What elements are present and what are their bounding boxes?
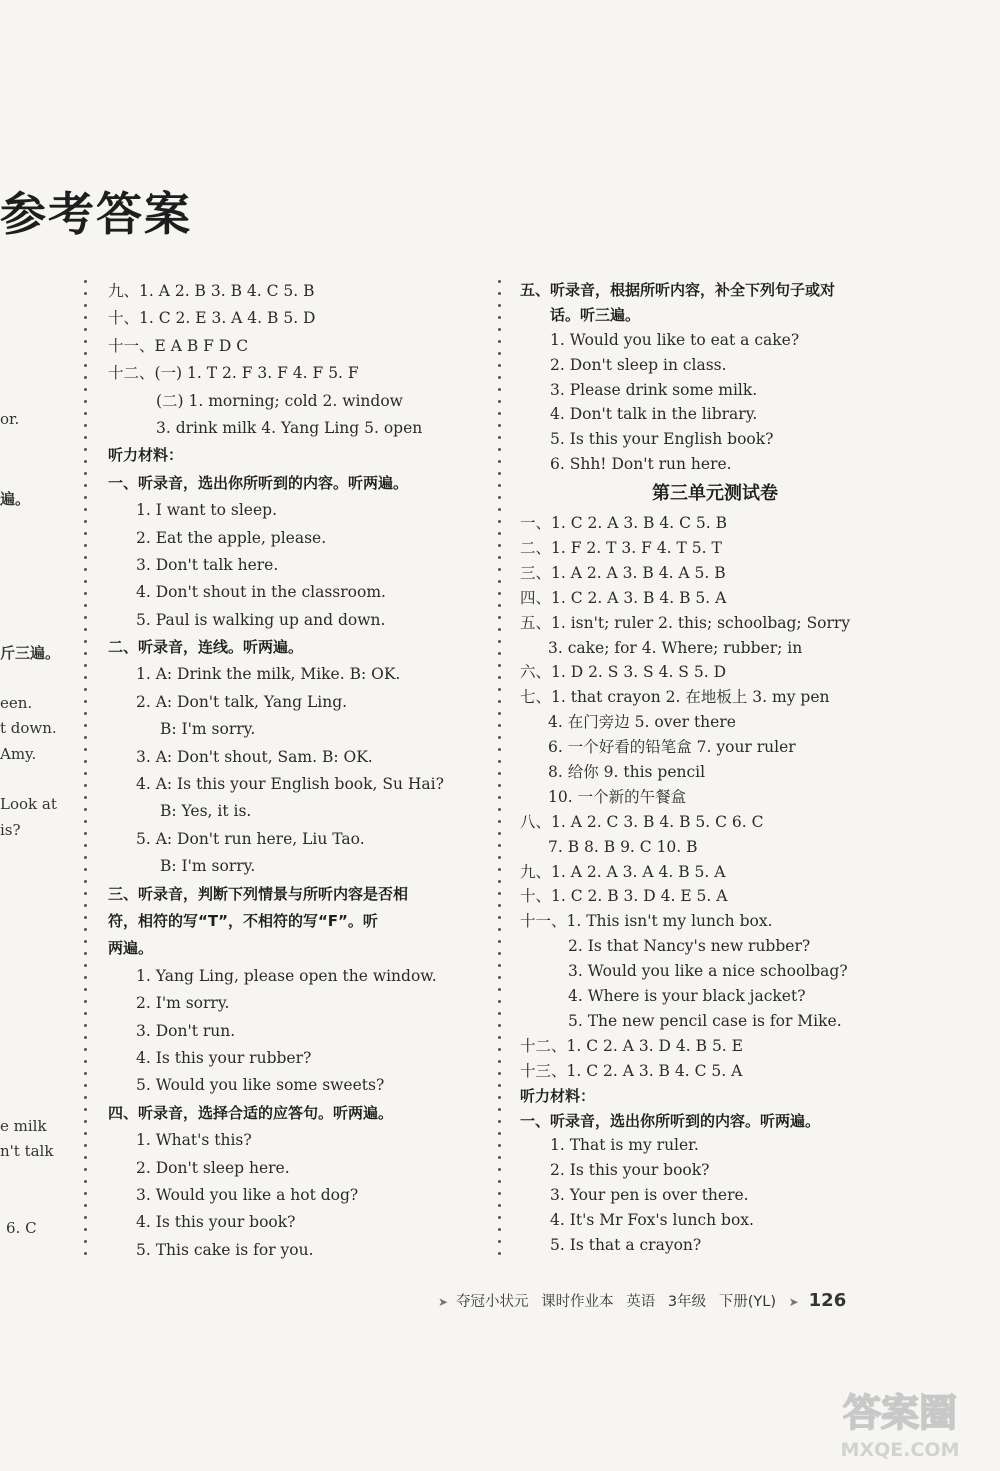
divider-dot — [84, 820, 87, 823]
divider-dot — [498, 1252, 501, 1255]
divider-dot — [84, 700, 87, 703]
arrow-icon: ➤ — [438, 1295, 449, 1309]
question-heading: 四、听录音，选择合适的应答句。听两遍。 — [108, 1103, 394, 1122]
divider-dot — [84, 1156, 87, 1159]
answer-line: 六、1. D 2. S 3. S 4. S 5. D — [520, 663, 726, 682]
divider-dot — [84, 484, 87, 487]
answer-line: 十二、(一) 1. T 2. F 3. F 4. F 5. F — [108, 364, 359, 383]
footer-volume: 下册(YL) — [718, 1294, 776, 1310]
divider-dot — [498, 448, 501, 451]
divider-dot — [498, 1204, 501, 1207]
divider-dot — [498, 820, 501, 823]
question-heading: 五、听录音，根据所听内容，补全下列句子或对 — [520, 281, 836, 299]
question-heading: 二、听录音，连线。听两遍。 — [108, 638, 304, 657]
divider-dot — [84, 1048, 87, 1051]
divider-dot — [84, 916, 87, 919]
divider-dot — [84, 940, 87, 943]
divider-dot — [498, 568, 501, 571]
divider-dot — [84, 340, 87, 343]
divider-dot — [498, 664, 501, 667]
answer-line: 3. drink milk 4. Yang Ling 5. open — [156, 418, 423, 437]
divider-dot — [84, 1036, 87, 1039]
divider-dot — [498, 724, 501, 727]
divider-dot — [498, 292, 501, 295]
column-divider-right — [498, 280, 501, 1264]
divider-dot — [84, 364, 87, 367]
divider-dot — [84, 796, 87, 799]
divider-dot — [498, 736, 501, 739]
fragment: or. — [0, 410, 20, 428]
divider-dot — [498, 340, 501, 343]
divider-dot — [498, 844, 501, 847]
divider-dot — [498, 784, 501, 787]
answer-line: 4. 在门旁边 5. over there — [548, 713, 736, 732]
divider-dot — [84, 1192, 87, 1195]
script-line: 1. Would you like to eat a cake? — [550, 330, 800, 349]
divider-dot — [84, 1144, 87, 1147]
script-line: 5. Is this your English book? — [550, 430, 774, 449]
divider-dot — [498, 412, 501, 415]
script-line: 4. Is this your rubber? — [136, 1048, 312, 1067]
divider-dot — [498, 796, 501, 799]
divider-dot — [84, 436, 87, 439]
fragment: 斤三遍。 — [0, 644, 61, 662]
divider-dot — [498, 1240, 501, 1243]
divider-dot — [84, 1108, 87, 1111]
divider-dot — [84, 388, 87, 391]
divider-dot — [498, 604, 501, 607]
script-line: 3. Don't run. — [136, 1021, 236, 1040]
divider-dot — [84, 904, 87, 907]
answer-line: 2. Is that Nancy's new rubber? — [568, 937, 811, 956]
fragment: t down. — [0, 719, 57, 737]
answer-line: 3. Would you like a nice schoolbag? — [568, 962, 848, 981]
divider-dot — [84, 628, 87, 631]
fragment: n't talk — [0, 1142, 54, 1160]
script-line: 4. It's Mr Fox's lunch box. — [550, 1211, 754, 1230]
fragment: 6. C — [6, 1219, 37, 1237]
divider-dot — [498, 496, 501, 499]
divider-dot — [498, 928, 501, 931]
divider-dot — [84, 868, 87, 871]
page-title: 参考答案 — [0, 187, 192, 241]
answer-line: 三、1. A 2. A 3. B 4. A 5. B — [520, 563, 726, 582]
divider-dot — [84, 988, 87, 991]
divider-dot — [498, 880, 501, 883]
divider-dot — [498, 376, 501, 379]
divider-dot — [84, 616, 87, 619]
divider-dot — [498, 316, 501, 319]
divider-dot — [498, 556, 501, 559]
divider-dot — [84, 1216, 87, 1219]
divider-dot — [498, 1228, 501, 1231]
answer-line: 十一、1. This isn't my lunch box. — [520, 912, 773, 931]
divider-dot — [498, 472, 501, 475]
answer-column-2 — [520, 278, 910, 1258]
script-line: 4. Is this your book? — [136, 1213, 296, 1232]
divider-dot — [498, 1132, 501, 1135]
answer-line: 二、1. F 2. T 3. F 4. T 5. T — [520, 539, 722, 558]
divider-dot — [498, 592, 501, 595]
answer-line: 10. 一个新的午餐盒 — [548, 787, 687, 806]
divider-dot — [498, 544, 501, 547]
divider-dot — [84, 400, 87, 403]
answer-line: 6. 一个好看的铅笔盒 7. your ruler — [548, 738, 796, 757]
script-line: 1. Yang Ling, please open the window. — [136, 966, 437, 985]
divider-dot — [498, 1072, 501, 1075]
divider-dot — [498, 772, 501, 775]
divider-dot — [84, 280, 87, 283]
listening-material-heading: 听力材料： — [108, 446, 184, 465]
divider-dot — [498, 520, 501, 523]
divider-dot — [84, 976, 87, 979]
divider-dot — [84, 784, 87, 787]
divider-dot — [498, 436, 501, 439]
divider-dot — [84, 712, 87, 715]
divider-dot — [498, 352, 501, 355]
divider-dot — [498, 1144, 501, 1147]
divider-dot — [84, 928, 87, 931]
divider-dot — [498, 616, 501, 619]
divider-dot — [84, 724, 87, 727]
script-line: 5. A: Don't run here, Liu Tao. — [136, 829, 365, 848]
question-heading: 两遍。 — [108, 939, 154, 958]
answer-line: 十三、1. C 2. A 3. B 4. C 5. A — [520, 1061, 743, 1080]
divider-dot — [84, 580, 87, 583]
divider-dot — [498, 988, 501, 991]
fragment: Look at — [0, 795, 57, 813]
script-line: 4. Don't shout in the classroom. — [136, 583, 386, 602]
divider-dot — [84, 832, 87, 835]
divider-dot — [498, 532, 501, 535]
answer-line: 七、1. that crayon 2. 在地板上 3. my pen — [520, 688, 830, 707]
answer-line: 十、1. C 2. E 3. A 4. B 5. D — [108, 309, 316, 328]
divider-dot — [84, 460, 87, 463]
fragment: Amy. — [0, 745, 37, 763]
fragment: is? — [0, 821, 21, 839]
divider-dot — [84, 568, 87, 571]
answer-line: 8. 给你 9. this pencil — [548, 763, 706, 782]
fragment: e milk — [0, 1117, 47, 1135]
divider-dot — [84, 304, 87, 307]
divider-dot — [498, 700, 501, 703]
watermark-text: 答案圈 — [842, 1391, 958, 1435]
divider-dot — [84, 1228, 87, 1231]
divider-dot — [498, 1048, 501, 1051]
question-heading: 话。听三遍。 — [550, 305, 641, 324]
divider-dot — [84, 1096, 87, 1099]
answer-line: (二) 1. morning; cold 2. window — [156, 391, 403, 410]
divider-dot — [84, 880, 87, 883]
watermark-logo — [820, 1382, 980, 1462]
divider-dot — [84, 1204, 87, 1207]
script-line: B: I'm sorry. — [160, 720, 256, 739]
divider-dot — [84, 1012, 87, 1015]
divider-dot — [84, 316, 87, 319]
divider-dot — [498, 832, 501, 835]
divider-dot — [498, 856, 501, 859]
divider-dot — [84, 676, 87, 679]
arrow-icon: ➤ — [788, 1295, 799, 1309]
divider-dot — [498, 1096, 501, 1099]
script-line: 3. Would you like a hot dog? — [136, 1185, 359, 1204]
footer-grade: 3年级 — [667, 1294, 707, 1310]
divider-dot — [498, 364, 501, 367]
divider-dot — [84, 556, 87, 559]
divider-dot — [84, 1120, 87, 1123]
divider-dot — [84, 1252, 87, 1255]
divider-dot — [498, 388, 501, 391]
footer-book: 课时作业本 — [541, 1294, 614, 1310]
divider-dot — [84, 748, 87, 751]
divider-dot — [498, 1168, 501, 1171]
fragment: een. — [0, 694, 33, 712]
divider-dot — [84, 1000, 87, 1003]
script-line: B: Yes, it is. — [160, 802, 252, 821]
divider-dot — [498, 940, 501, 943]
script-line: 3. Don't talk here. — [136, 555, 279, 574]
divider-dot — [498, 904, 501, 907]
divider-dot — [84, 1072, 87, 1075]
divider-dot — [84, 964, 87, 967]
answer-line: 一、1. C 2. A 3. B 4. C 5. B — [520, 514, 727, 533]
script-line: 2. Is this your book? — [550, 1161, 710, 1180]
answer-line: 九、1. A 2. A 3. A 4. B 5. A — [520, 862, 726, 881]
script-line: 3. A: Don't shout, Sam. B: OK. — [136, 747, 373, 766]
script-line: B: I'm sorry. — [160, 857, 256, 876]
divider-dot — [498, 1108, 501, 1111]
answer-line: 五、1. isn't; ruler 2. this; schoolbag; Sorry — [520, 613, 851, 632]
divider-dot — [84, 448, 87, 451]
script-line: 5. Paul is walking up and down. — [136, 610, 386, 629]
divider-dot — [498, 1156, 501, 1159]
answer-line: 十、1. C 2. B 3. D 4. E 5. A — [520, 887, 728, 906]
script-line: 5. Would you like some sweets? — [136, 1076, 385, 1095]
divider-dot — [498, 676, 501, 679]
divider-dot — [498, 916, 501, 919]
divider-dot — [498, 628, 501, 631]
divider-dot — [498, 964, 501, 967]
answer-line: 四、1. C 2. A 3. B 4. B 5. A — [520, 588, 727, 607]
divider-dot — [84, 772, 87, 775]
divider-dot — [498, 868, 501, 871]
question-heading: 一、听录音，选出你所听到的内容。听两遍。 — [520, 1111, 821, 1130]
divider-dot — [84, 508, 87, 511]
script-line: 2. Eat the apple, please. — [136, 528, 327, 547]
script-line: 6. Shh! Don't run here. — [550, 455, 732, 474]
divider-dot — [498, 484, 501, 487]
divider-dot — [498, 1024, 501, 1027]
footer-brand: 夺冠小状元 — [456, 1294, 529, 1310]
divider-dot — [498, 280, 501, 283]
divider-dot — [84, 1084, 87, 1087]
divider-dot — [84, 856, 87, 859]
script-line: 4. A: Is this your English book, Su Hai? — [136, 775, 444, 794]
script-line: 1. That is my ruler. — [550, 1136, 699, 1155]
divider-dot — [84, 544, 87, 547]
answer-line: 4. Where is your black jacket? — [568, 987, 806, 1006]
divider-dot — [84, 1024, 87, 1027]
divider-dot — [498, 460, 501, 463]
divider-dot — [84, 760, 87, 763]
divider-dot — [498, 1084, 501, 1087]
divider-dot — [84, 808, 87, 811]
answer-line: 十二、1. C 2. A 3. D 4. B 5. E — [520, 1036, 743, 1055]
divider-dot — [84, 292, 87, 295]
divider-dot — [84, 664, 87, 667]
divider-dot — [498, 1192, 501, 1195]
script-line: 3. Please drink some milk. — [550, 380, 758, 399]
divider-dot — [498, 976, 501, 979]
divider-dot — [498, 328, 501, 331]
script-line: 3. Your pen is over there. — [550, 1186, 749, 1205]
divider-dot — [84, 736, 87, 739]
divider-dot — [84, 532, 87, 535]
divider-dot — [498, 640, 501, 643]
page-number: 126 — [808, 1290, 847, 1311]
divider-dot — [498, 1120, 501, 1123]
divider-dot — [84, 352, 87, 355]
footer-subject: 英语 — [626, 1294, 656, 1310]
divider-dot — [84, 472, 87, 475]
divider-dot — [84, 592, 87, 595]
answer-line: 十一、E A B F D C — [108, 336, 249, 355]
divider-dot — [498, 400, 501, 403]
script-line: 4. Don't talk in the library. — [550, 405, 758, 424]
watermark-url: MXQE.COM — [840, 1439, 960, 1461]
page-footer — [438, 1290, 854, 1311]
divider-dot — [498, 712, 501, 715]
divider-dot — [84, 1132, 87, 1135]
divider-dot — [498, 304, 501, 307]
divider-dot — [84, 412, 87, 415]
divider-dot — [498, 952, 501, 955]
divider-dot — [84, 1060, 87, 1063]
divider-dot — [498, 1180, 501, 1183]
script-line: 5. Is that a crayon? — [550, 1235, 702, 1254]
divider-dot — [498, 748, 501, 751]
divider-dot — [498, 1036, 501, 1039]
divider-dot — [84, 1240, 87, 1243]
divider-dot — [84, 328, 87, 331]
divider-dot — [84, 640, 87, 643]
divider-dot — [498, 892, 501, 895]
script-line: 1. I want to sleep. — [136, 501, 278, 520]
answer-line: 5. The new pencil case is for Mike. — [568, 1011, 842, 1030]
script-line: 2. Don't sleep in class. — [550, 355, 727, 374]
script-line: 2. I'm sorry. — [136, 994, 230, 1013]
divider-dot — [498, 508, 501, 511]
question-heading: 一、听录音，选出你所听到的内容。听两遍。 — [108, 473, 409, 492]
divider-dot — [84, 1180, 87, 1183]
script-line: 1. A: Drink the milk, Mike. B: OK. — [136, 665, 401, 684]
question-heading: 三、听录音，判断下列情景与所听内容是否相 — [108, 884, 409, 903]
divider-dot — [84, 424, 87, 427]
column-divider-left — [84, 280, 87, 1264]
divider-dot — [498, 652, 501, 655]
divider-dot — [498, 1000, 501, 1003]
divider-dot — [498, 580, 501, 583]
divider-dot — [498, 424, 501, 427]
answer-column-1 — [108, 278, 488, 1264]
divider-dot — [84, 688, 87, 691]
script-line: 1. What's this? — [136, 1131, 252, 1150]
question-heading: 符，相符的写“T”，不相符的写“F”。听 — [108, 911, 378, 930]
listening-material-heading: 听力材料： — [520, 1086, 596, 1105]
divider-dot — [84, 604, 87, 607]
divider-dot — [84, 1168, 87, 1171]
divider-dot — [498, 1060, 501, 1063]
divider-dot — [498, 1012, 501, 1015]
section-title: 第三单元测试卷 — [652, 483, 778, 505]
answer-line: 八、1. A 2. C 3. B 4. B 5. C 6. C — [520, 812, 764, 831]
divider-dot — [84, 520, 87, 523]
answer-line: 九、1. A 2. B 3. B 4. C 5. B — [108, 282, 315, 300]
divider-dot — [84, 376, 87, 379]
divider-dot — [84, 652, 87, 655]
answer-line: 7. B 8. B 9. C 10. B — [548, 837, 698, 856]
script-line: 2. Don't sleep here. — [136, 1158, 290, 1177]
script-line: 5. This cake is for you. — [136, 1240, 314, 1259]
divider-dot — [498, 760, 501, 763]
fragment: 遍。 — [0, 490, 31, 508]
answer-line: 3. cake; for 4. Where; rubber; in — [548, 638, 803, 657]
divider-dot — [498, 1216, 501, 1219]
divider-dot — [498, 808, 501, 811]
divider-dot — [84, 496, 87, 499]
divider-dot — [84, 952, 87, 955]
script-line: 2. A: Don't talk, Yang Ling. — [136, 692, 348, 711]
divider-dot — [84, 844, 87, 847]
divider-dot — [498, 688, 501, 691]
divider-dot — [84, 892, 87, 895]
